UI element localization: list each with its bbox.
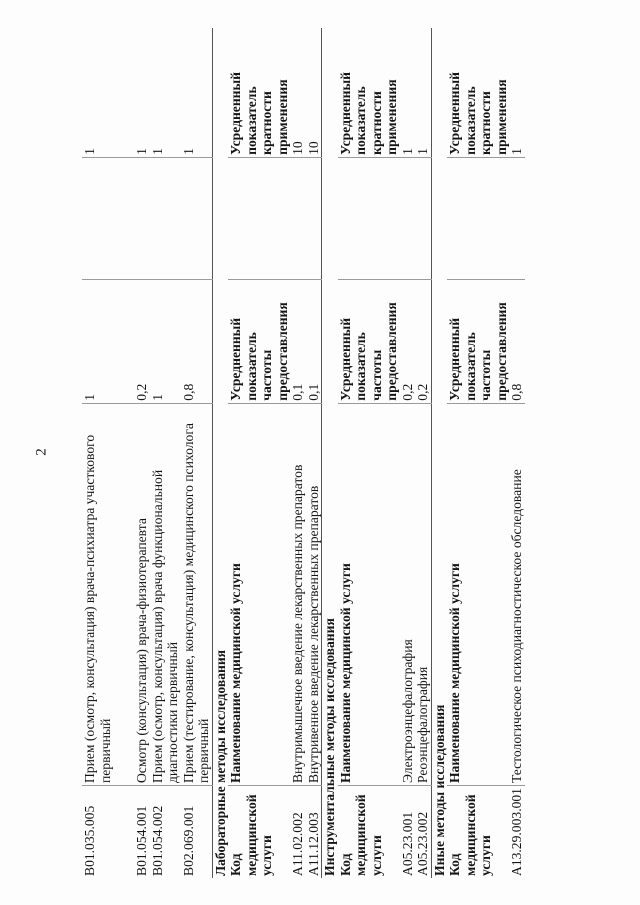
header-name: Наименование медицинской услуги (447, 403, 509, 785)
row-mult: 1 (181, 28, 213, 157)
header-mult: Усредненный показатель кратности применения (338, 28, 400, 157)
row-name: Прием (тестирование, консультация) медицинского психолога первичный (181, 403, 213, 785)
row-freq: 0,2 (415, 280, 431, 404)
section-title: Лабораторные методы исследования (212, 28, 228, 878)
header-name: Наименование медицинской услуги (338, 403, 400, 785)
row-empty (400, 157, 416, 279)
header-mult: Усредненный показатель кратности применения (447, 28, 509, 157)
row-freq: 0,1 (306, 280, 322, 404)
header-mult: Усредненный показатель кратности применения (228, 28, 290, 157)
row-code: A05.23.002 (415, 811, 430, 876)
row-code: A11.02.002 (290, 812, 305, 876)
row-empty (181, 157, 213, 279)
row-name: Электроэнцефалография (400, 403, 416, 785)
table-row (181, 28, 213, 878)
row-freq: 1 (150, 280, 181, 404)
row-name: Реоэнцефалография (415, 403, 431, 785)
table-row (82, 28, 128, 878)
table-row (290, 28, 306, 878)
page-number: 2 (33, 448, 50, 456)
row-name: Внутривенное введение лекарственных препаратов (306, 403, 322, 785)
header-row (338, 28, 400, 878)
row-code: B01.054.002 (149, 805, 165, 876)
row-empty (134, 157, 150, 279)
row-mult: 10 (290, 28, 306, 157)
header-empty (338, 157, 400, 279)
table-row (400, 28, 416, 878)
row-code: A11.12.003 (305, 812, 321, 876)
row-empty (150, 157, 181, 279)
row-mult: 10 (306, 28, 322, 157)
row-code: A13.29.003.001 (509, 788, 524, 876)
header-row (228, 28, 290, 878)
row-name: Прием (осмотр, консультация) врача функциональной диагностики первичный (150, 403, 181, 785)
table-row (134, 28, 150, 878)
row-name: Внутримышечное введение лекарственных препаратов (290, 403, 306, 785)
row-freq: 1 (82, 280, 128, 404)
header-name: Наименование медицинской услуги (228, 403, 290, 785)
row-code: B02.069.001 (180, 805, 196, 876)
row-freq: 0,2 (134, 280, 150, 404)
header-empty (447, 157, 509, 279)
header-row (447, 28, 509, 878)
rotated-table-block (82, 28, 562, 878)
row-code: B01.035.005 (82, 805, 97, 876)
row-mult: 1 (415, 28, 431, 157)
row-freq: 0,8 (181, 280, 213, 404)
row-freq: 0,1 (290, 280, 306, 404)
header-freq: Усредненный показатель частоты предоставления (447, 280, 509, 404)
section-heading (322, 28, 338, 878)
header-empty (228, 157, 290, 279)
row-empty (415, 157, 431, 279)
section-title: Иные методы исследования (431, 28, 447, 878)
section-heading (431, 28, 447, 878)
table-row (415, 28, 431, 878)
row-freq: 0,8 (509, 280, 525, 404)
row-freq: 0,2 (400, 280, 416, 404)
row-empty (306, 157, 322, 279)
table-row (509, 28, 525, 878)
row-name: Осмотр (консультация) врача-физиотерапевта (134, 403, 150, 785)
row-empty (82, 157, 128, 279)
table-row (150, 28, 181, 878)
row-name: Прием (осмотр, консультация) врача-психиатра участкового первичный (82, 403, 128, 785)
section-title: Инструментальные методы исследования (322, 28, 338, 878)
row-code: A05.23.001 (399, 811, 415, 876)
row-name: Тестологическое психодиагностическое обследование (509, 403, 525, 785)
row-code: B01.054.001 (134, 805, 149, 876)
row-empty (290, 157, 306, 279)
header-freq: Усредненный показатель частоты предоставления (338, 280, 400, 404)
row-mult: 1 (400, 28, 416, 157)
header-code: Код медицинской услуги (447, 794, 493, 876)
row-mult: 1 (509, 28, 525, 157)
table-row (306, 28, 322, 878)
row-mult: 1 (82, 28, 128, 157)
header-code: Код медицинской услуги (228, 794, 274, 876)
header-freq: Усредненный показатель частоты предоставления (228, 280, 290, 404)
services-table (82, 28, 525, 878)
row-mult: 1 (150, 28, 181, 157)
header-code: Код медицинской услуги (337, 794, 384, 876)
row-mult: 1 (134, 28, 150, 157)
section-heading (212, 28, 228, 878)
row-empty (509, 157, 525, 279)
